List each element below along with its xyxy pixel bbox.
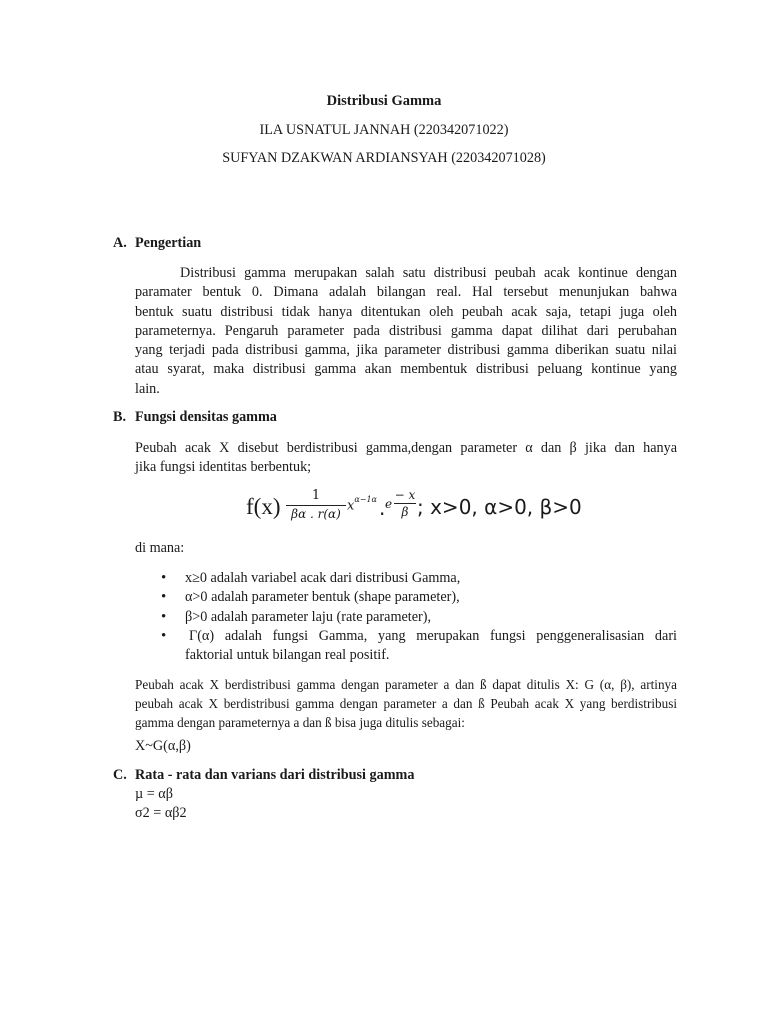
list-item [135, 588, 677, 607]
bullet-icon: • [161, 570, 167, 586]
bullet-icon: • [161, 627, 167, 644]
section-c-title: Rata - rata dan varians dari distribusi gamma [135, 767, 415, 783]
paragraph-line: Peubah acak X berdistribusi gamma dengan parameter a dan ß dapat ditulis X: G (α, β), artinya [135, 677, 677, 692]
document-title: Distribusi Gamma [326, 93, 442, 109]
list-item [135, 627, 677, 666]
fraction-numerator: − x [394, 488, 416, 502]
paragraph-line: gamma dengan parameternya a dan ß bisa juga ditulis sebagai: [135, 715, 465, 730]
paragraph-line: lain. [135, 380, 160, 397]
list-item-text: Γ(α) adalah fungsi Gamma, yang merupakan fungsi penggeneralisasian dari [189, 627, 677, 644]
list-item-text: β>0 adalah parameter laju (rate parameter), [185, 608, 432, 625]
section-a-letter: A. [113, 235, 127, 251]
di-mana-label: di mana: [135, 540, 185, 556]
section-b-title: Fungsi densitas gamma [135, 409, 277, 425]
list-item [135, 608, 677, 627]
paragraph-line: Distribusi gamma merupakan salah satu distribusi peubah acak kontinue dengan [180, 265, 677, 281]
paragraph-line: paramater bentuk 0. Dimana adalah bilangan real. Hal tersebut menunjukan bahwa [135, 284, 677, 301]
paragraph-line: parameternya. Pengaruh parameter pada distribusi gamma dapat dilihat dari perubahan [135, 322, 677, 339]
list-item-text: x≥0 adalah variabel acak dari distribusi Gamma, [185, 570, 461, 586]
fraction-denominator: βα . r(α) [291, 507, 341, 521]
section-b-intro [135, 439, 677, 478]
paragraph-line: Peubah acak X disebut berdistribusi gamma,dengan parameter α dan β jika dan hanya [135, 440, 677, 456]
list-item [135, 569, 677, 588]
author-1: ILA USNATUL JANNAH (220342071022) [259, 122, 509, 138]
formula-x-power [347, 497, 377, 513]
x-base: x [347, 498, 355, 514]
paragraph-line: peubah acak X berdistribusi gamma dengan parameter a dan ß Peubah acak X yang berdistribusi [135, 696, 677, 711]
paragraph-line: bentuk suatu distribusi tidak hanya ditentukan oleh peubah acak saja, tetapi juga oleh [135, 303, 677, 320]
formula-dot: . [379, 496, 386, 520]
formula-fx: f(x) [246, 494, 281, 519]
author-2: SUFYAN DZAKWAN ARDIANSYAH (220342071028) [222, 150, 546, 166]
bullet-icon: • [161, 608, 167, 625]
mean-formula: µ = αβ [135, 786, 173, 802]
paragraph-line: jika fungsi identitas berbentuk; [135, 459, 312, 476]
paragraph-line: yang terjadi pada distribusi gamma, jika parameter distribusi gamma diberikan suatu nilai [135, 342, 677, 359]
list-item-text: α>0 adalah parameter bentuk (shape parameter), [185, 589, 460, 606]
distribution-notation: X~G(α,β) [135, 738, 191, 754]
section-a-paragraph [135, 264, 677, 399]
variance-formula: σ2 = αβ2 [135, 805, 187, 821]
list-item-text: faktorial untuk bilangan real positif. [185, 647, 390, 664]
fraction-bar [394, 503, 416, 504]
bullet-icon: • [161, 589, 167, 606]
section-c-letter: C. [113, 767, 127, 783]
formula-e: e [385, 497, 393, 511]
fraction-denominator: β [401, 505, 409, 519]
parameter-list [135, 569, 677, 665]
paragraph-line: atau syarat, maka distribusi gamma akan membentuk distribusi peluang kontinue yang [135, 361, 677, 378]
x-exponent: α−1α [354, 495, 377, 504]
formula-fraction-2 [394, 488, 416, 519]
section-a-title: Pengertian [135, 235, 202, 251]
formula-conditions: ; x>0, α>0, β>0 [417, 495, 582, 519]
fraction-numerator: 1 [311, 488, 321, 503]
section-b-letter: B. [113, 409, 127, 425]
notation-paragraph [135, 675, 677, 732]
fraction-bar [286, 505, 346, 506]
formula-fraction-1 [286, 488, 346, 521]
